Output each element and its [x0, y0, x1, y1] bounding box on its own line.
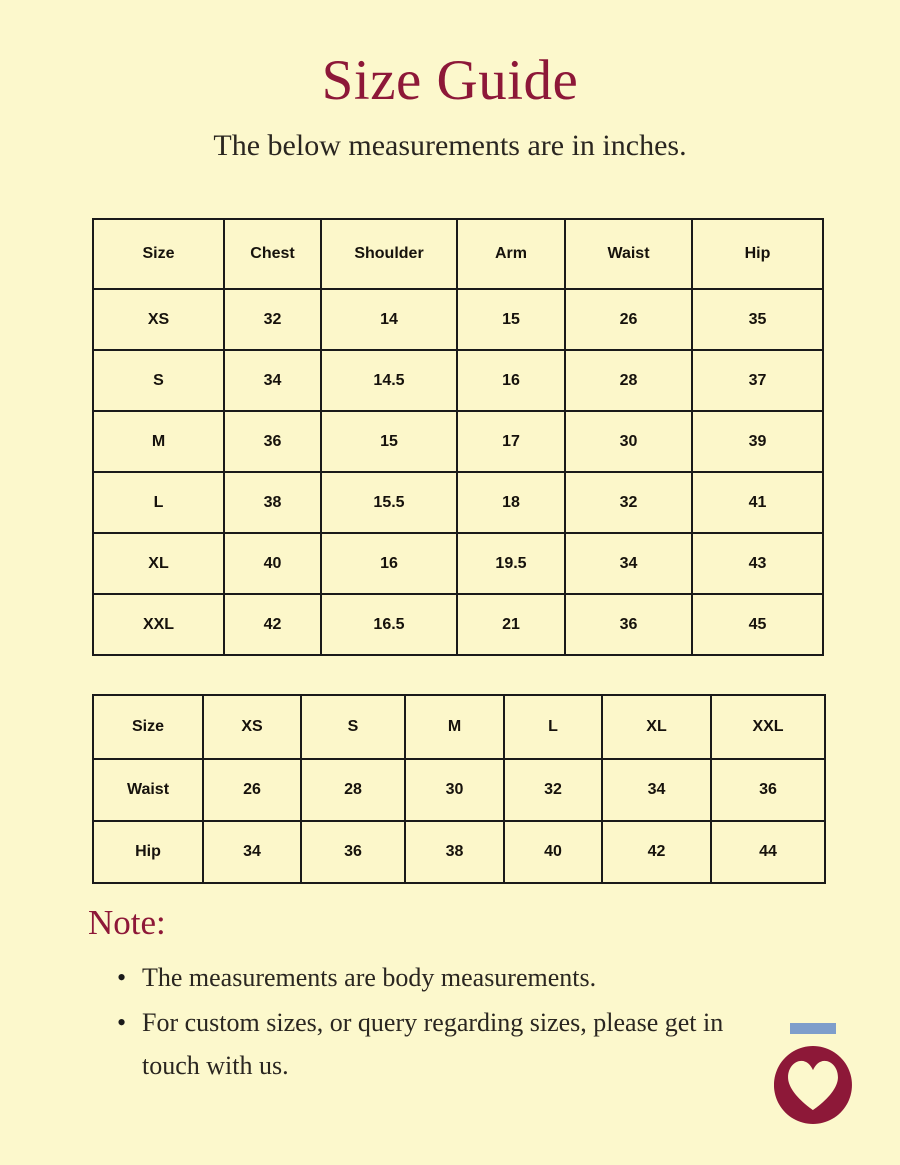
measurement-cell: 28 [301, 759, 405, 821]
measurement-cell: 19.5 [457, 533, 565, 594]
logo-bar [790, 1023, 836, 1034]
measurement-cell: 36 [224, 411, 321, 472]
measurement-cell: 42 [602, 821, 711, 883]
measurement-cell: 15.5 [321, 472, 457, 533]
column-header-xl: XL [602, 695, 711, 759]
column-header-l: L [504, 695, 602, 759]
row-label-cell: M [93, 411, 224, 472]
table-body [93, 759, 825, 883]
measurement-cell: 32 [504, 759, 602, 821]
measurement-cell: 30 [565, 411, 692, 472]
table-header [93, 219, 823, 289]
measurements-table [92, 218, 824, 656]
measurement-cell: 30 [405, 759, 504, 821]
measurement-cell: 36 [565, 594, 692, 655]
column-header-m: M [405, 695, 504, 759]
measurement-cell: 40 [224, 533, 321, 594]
measurements-table-container [92, 218, 810, 656]
column-header-size: Size [93, 695, 203, 759]
measurement-cell: 36 [711, 759, 825, 821]
measurement-cell: 37 [692, 350, 823, 411]
row-label-cell: Waist [93, 759, 203, 821]
column-header-s: S [301, 695, 405, 759]
measurement-cell: 34 [602, 759, 711, 821]
measurement-cell: 43 [692, 533, 823, 594]
table-row [93, 289, 823, 350]
table-header [93, 695, 825, 759]
column-header-arm: Arm [457, 219, 565, 289]
measurement-cell: 14.5 [321, 350, 457, 411]
measurement-cell: 26 [565, 289, 692, 350]
measurement-cell: 38 [224, 472, 321, 533]
measurement-cell: 15 [321, 411, 457, 472]
note-list [104, 956, 822, 1089]
row-label-cell: L [93, 472, 224, 533]
page-subtitle: The below measurements are in inches. [213, 129, 687, 162]
column-header-xxl: XXL [711, 695, 825, 759]
measurement-cell: 16 [457, 350, 565, 411]
row-label-cell: XXL [93, 594, 224, 655]
brand-logo [770, 1018, 862, 1130]
column-header-xs: XS [203, 695, 301, 759]
table-header-row [93, 219, 823, 289]
measurement-cell: 15 [457, 289, 565, 350]
measurement-cell: 32 [565, 472, 692, 533]
table-row [93, 411, 823, 472]
measurement-cell: 35 [692, 289, 823, 350]
measurement-cell: 34 [565, 533, 692, 594]
measurement-cell: 34 [224, 350, 321, 411]
note-list-item: • For custom sizes, or query regarding sizes, please get in touch with us. [142, 1001, 782, 1087]
page-title: Size Guide [321, 49, 579, 112]
table-row [93, 759, 825, 821]
column-header-hip: Hip [692, 219, 823, 289]
waist-hip-table [92, 694, 826, 884]
measurement-cell: 14 [321, 289, 457, 350]
measurement-cell: 41 [692, 472, 823, 533]
row-label-cell: Hip [93, 821, 203, 883]
column-header-chest: Chest [224, 219, 321, 289]
table-row [93, 350, 823, 411]
measurement-cell: 45 [692, 594, 823, 655]
note-heading: Note: [88, 903, 166, 942]
measurement-cell: 38 [405, 821, 504, 883]
measurement-cell: 40 [504, 821, 602, 883]
table-row [93, 821, 825, 883]
row-label-cell: XL [93, 533, 224, 594]
table-row [93, 594, 823, 655]
measurement-cell: 18 [457, 472, 565, 533]
measurement-cell: 32 [224, 289, 321, 350]
heart-in-circle-icon [774, 1046, 852, 1124]
waist-hip-table-container [92, 694, 810, 884]
measurement-cell: 21 [457, 594, 565, 655]
table-row [93, 533, 823, 594]
column-header-waist: Waist [565, 219, 692, 289]
table-header-row [93, 695, 825, 759]
measurement-cell: 28 [565, 350, 692, 411]
measurement-cell: 16.5 [321, 594, 457, 655]
measurement-cell: 17 [457, 411, 565, 472]
column-header-shoulder: Shoulder [321, 219, 457, 289]
column-header-size: Size [93, 219, 224, 289]
measurement-cell: 39 [692, 411, 823, 472]
measurement-cell: 44 [711, 821, 825, 883]
row-label-cell: XS [93, 289, 224, 350]
table-body [93, 289, 823, 655]
row-label-cell: S [93, 350, 224, 411]
measurement-cell: 34 [203, 821, 301, 883]
measurement-cell: 36 [301, 821, 405, 883]
note-list-item: • The measurements are body measurements. [142, 956, 782, 999]
measurement-cell: 26 [203, 759, 301, 821]
measurement-cell: 42 [224, 594, 321, 655]
table-row [93, 472, 823, 533]
measurement-cell: 16 [321, 533, 457, 594]
